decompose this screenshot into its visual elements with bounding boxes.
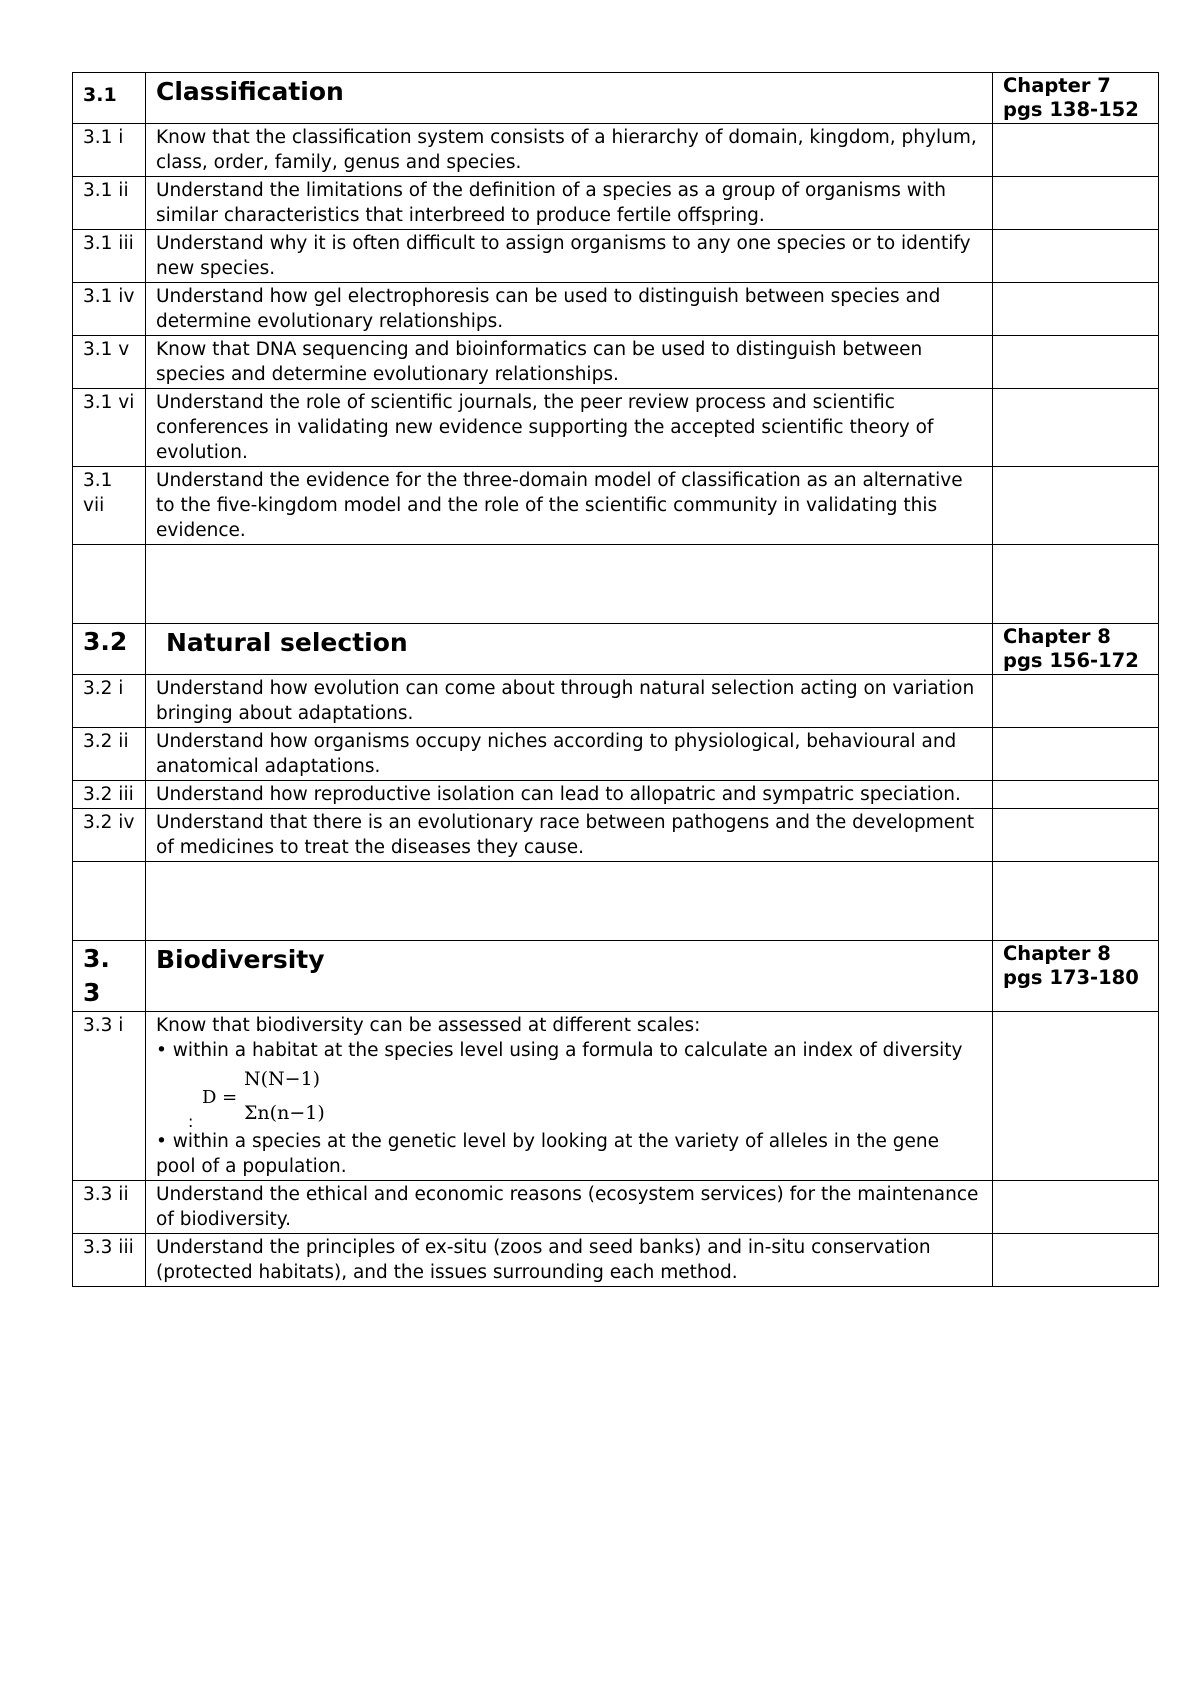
row-text: Understand the ethical and economic reasons (ecosystem services) for the maintenance of biodiversity. (146, 1181, 993, 1234)
row-text: Understand how reproductive isolation can lead to allopatric and sympatric speciation. (146, 781, 993, 809)
formula-lhs: D = (202, 1087, 238, 1108)
chapter-label: Chapter 8 (1003, 942, 1111, 965)
row-code: 3.1 iv (73, 283, 146, 336)
table-row (73, 1234, 1159, 1287)
spacer-row (73, 545, 1159, 624)
chapter-label: Chapter 8 (1003, 625, 1111, 648)
table-row (73, 283, 1159, 336)
empty-cell (993, 283, 1159, 336)
row-code: 3.1 vi (73, 389, 146, 467)
chapter-cell (993, 624, 1159, 675)
row-code: 3.3 iii (73, 1234, 146, 1287)
row-text: Know that DNA sequencing and bioinformatics can be used to distinguish between species and determine evolutionary relationships. (146, 336, 993, 389)
page-range: pgs 138-152 (1003, 98, 1139, 121)
page-range: pgs 156-172 (1003, 649, 1139, 672)
section-title: Biodiversity (156, 945, 325, 974)
spacer-row (73, 862, 1159, 941)
section-code: 3.2 (73, 624, 146, 675)
row-code: 3.1 ii (73, 177, 146, 230)
row-text: Understand how evolution can come about through natural selection acting on variation bringing about adaptations. (146, 675, 993, 728)
row-text: Understand how organisms occupy niches according to physiological, behavioural and anatomical adaptations. (146, 728, 993, 781)
row-code: 3.2 iv (73, 809, 146, 862)
empty-cell (993, 1181, 1159, 1234)
empty-cell (993, 177, 1159, 230)
row-code: 3.1 vii (73, 467, 146, 545)
specification-table (72, 72, 1159, 1287)
table-row (73, 389, 1159, 467)
section-title: Classification (156, 77, 344, 106)
formula-denominator: Σn(n−1) (244, 1102, 325, 1124)
row-text: Understand the evidence for the three-domain model of classification as an alternative to the five-kingdom model and the role of the scientific community in validating this evidence. (146, 467, 993, 545)
formula-numerator: N(N−1) (244, 1068, 321, 1090)
section-title-cell (146, 624, 993, 675)
table-row (73, 809, 1159, 862)
diversity-intro: Know that biodiversity can be assessed at different scales: (156, 1015, 701, 1036)
row-text: Understand that there is an evolutionary race between pathogens and the development of medicines to treat the diseases they cause. (146, 809, 993, 862)
row-text: Understand the role of scientific journals, the peer review process and scientific conferences in validating new evidence supporting the accepted scientific theory of evolution. (146, 389, 993, 467)
empty-cell (993, 124, 1159, 177)
section-header-natural-selection (73, 624, 1159, 675)
empty-cell (993, 1012, 1159, 1181)
row-code: 3.2 ii (73, 728, 146, 781)
row-code: 3.1 v (73, 336, 146, 389)
empty-cell (993, 675, 1159, 728)
empty-cell (993, 389, 1159, 467)
diversity-index-formula (156, 1065, 982, 1131)
table-row (73, 467, 1159, 545)
table-row (73, 1181, 1159, 1234)
section-header-biodiversity (73, 941, 1159, 1012)
row-code: 3.2 i (73, 675, 146, 728)
table-row (73, 675, 1159, 728)
row-text: Understand how gel electrophoresis can be used to distinguish between species and determine evolutionary relationships. (146, 283, 993, 336)
bullet-genetic-level: • within a species at the genetic level by looking at the variety of alleles in the gene pool of a population. (156, 1131, 939, 1177)
table-row (73, 1012, 1159, 1181)
formula-colon: : (188, 1112, 194, 1131)
bullet-species-level: • within a habitat at the species level using a formula to calculate an index of diversity (156, 1040, 963, 1061)
empty-cell (993, 1234, 1159, 1287)
row-text: Understand the limitations of the definition of a species as a group of organisms with similar characteristics that interbreed to produce fertile offspring. (146, 177, 993, 230)
row-code: 3.3 i (73, 1012, 146, 1181)
section-code: 3.1 (73, 73, 146, 124)
row-code: 3.3 ii (73, 1181, 146, 1234)
empty-cell (993, 728, 1159, 781)
section-title-cell (146, 941, 993, 1012)
chapter-cell (993, 941, 1159, 1012)
row-code: 3.1 iii (73, 230, 146, 283)
empty-cell (993, 781, 1159, 809)
table-row (73, 336, 1159, 389)
empty-cell (993, 336, 1159, 389)
row-text (146, 1012, 993, 1181)
section-title-cell (146, 73, 993, 124)
table-row (73, 177, 1159, 230)
row-text: Understand why it is often difficult to assign organisms to any one species or to identify new species. (146, 230, 993, 283)
section-title: Natural selection (166, 628, 408, 657)
table-row (73, 781, 1159, 809)
row-code: 3.2 iii (73, 781, 146, 809)
empty-cell (993, 809, 1159, 862)
row-text: Know that the classification system consists of a hierarchy of domain, kingdom, phylum, class, order, family, genus and species. (146, 124, 993, 177)
section-header-classification (73, 73, 1159, 124)
table-row (73, 728, 1159, 781)
row-text: Understand the principles of ex-situ (zoos and seed banks) and in-situ conservation (protected habitats), and the issues surrounding each method. (146, 1234, 993, 1287)
section-code: 3. 3 (73, 941, 146, 1012)
table-row (73, 124, 1159, 177)
table-row (73, 230, 1159, 283)
chapter-cell (993, 73, 1159, 124)
page-range: pgs 173-180 (1003, 966, 1139, 989)
row-code: 3.1 i (73, 124, 146, 177)
chapter-label: Chapter 7 (1003, 74, 1111, 97)
empty-cell (993, 230, 1159, 283)
empty-cell (993, 467, 1159, 545)
